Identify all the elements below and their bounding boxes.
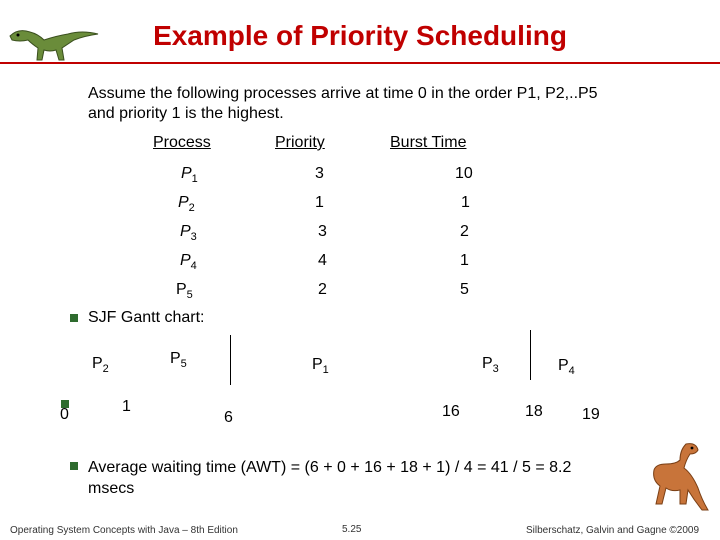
gantt-block-p3: $P_3$: [482, 355, 499, 375]
row-3-burst: 2: [460, 223, 469, 240]
row-5-process: $P_5$: [176, 281, 193, 301]
slide-title: Example of Priority Scheduling: [153, 20, 567, 51]
gantt-tick-0: 0: [60, 406, 69, 423]
footer-left: Operating System Concepts with Java – 8th Edition: [10, 525, 238, 536]
gantt-tick-6: 6: [224, 409, 233, 426]
header-process: Process: [153, 134, 211, 151]
gantt-divider-2: [530, 330, 531, 380]
gantt-heading: SJF Gantt chart:: [88, 309, 205, 326]
bullet-icon: [70, 314, 78, 322]
row-2-burst: 1: [461, 194, 470, 211]
header-burst-time: Burst Time: [390, 134, 467, 151]
row-3-process: $P_3$: [180, 223, 197, 243]
dinosaur-right-icon: [636, 440, 712, 514]
row-2-priority: 1: [315, 194, 324, 211]
gantt-tick-1: 1: [122, 398, 131, 415]
intro-text: [88, 84, 688, 124]
gantt-block-p4: $P_4$: [558, 357, 575, 377]
gantt-tick-19: 19: [582, 406, 600, 423]
row-4-priority: 4: [318, 252, 327, 269]
gantt-block-p5: $P_5$: [170, 350, 187, 370]
title-divider: [0, 62, 720, 64]
gantt-tick-16: 16: [442, 403, 460, 420]
gantt-block-p1: $P_1$: [312, 356, 329, 376]
summary-text: [88, 457, 648, 499]
row-5-burst: 5: [460, 281, 469, 298]
intro-line-1: Assume the following processes arrive at time 0 in the order P1, P2,..P5: [88, 85, 598, 102]
intro-line-2: and priority 1 is the highest.: [88, 105, 284, 122]
row-1-process: $P_1$: [181, 165, 198, 185]
row-4-burst: 1: [460, 252, 469, 269]
row-3-priority: 3: [318, 223, 327, 240]
summary-line-1: Average waiting time (AWT) = (6 + 0 + 16 + 18 + 1) / 4 = 41 / 5 = 8.2: [88, 459, 572, 476]
footer-page-number: 5.25: [342, 524, 362, 535]
row-1-burst: 10: [455, 165, 473, 182]
row-4-process: $P_4$: [180, 252, 197, 272]
gantt-divider-1: [230, 335, 231, 385]
header-priority: Priority: [275, 134, 325, 151]
summary-line-2: msecs: [88, 480, 135, 497]
row-5-priority: 2: [318, 281, 327, 298]
row-1-priority: 3: [315, 165, 324, 182]
row-2-process: $P_2$: [178, 194, 195, 214]
gantt-block-p2: $P_2$: [92, 355, 109, 375]
gantt-tick-18: 18: [525, 403, 543, 420]
bullet-icon: [70, 462, 78, 470]
footer-right: Silberschatz, Galvin and Gagne ©2009: [526, 525, 700, 536]
